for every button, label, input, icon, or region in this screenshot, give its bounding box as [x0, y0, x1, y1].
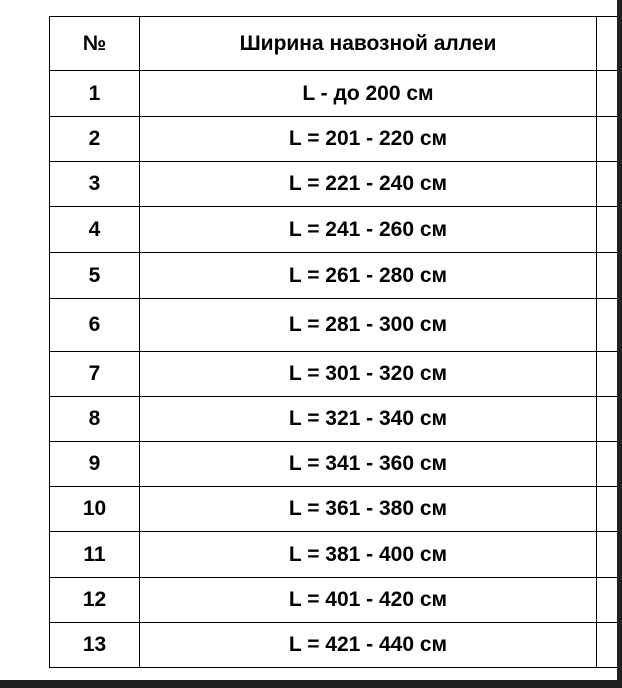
- row-extra-cell: [597, 442, 618, 487]
- table-row: [50, 442, 618, 487]
- row-extra-cell: [597, 487, 618, 532]
- row-width: L = 221 - 240 см: [140, 162, 597, 207]
- row-width: L = 241 - 260 см: [140, 207, 597, 253]
- row-extra-cell: [597, 207, 618, 253]
- row-extra-cell: [597, 578, 618, 623]
- header-num: №: [50, 17, 140, 71]
- table-row: [50, 207, 618, 253]
- row-num: 6: [50, 299, 140, 352]
- header-extra-cell: [597, 17, 618, 71]
- table-row: [50, 352, 618, 397]
- row-width: L = 421 - 440 см: [140, 623, 597, 668]
- table-row: [50, 623, 618, 668]
- table-row: [50, 117, 618, 162]
- row-extra-cell: [597, 299, 618, 352]
- row-width: L = 341 - 360 см: [140, 442, 597, 487]
- row-extra-cell: [597, 253, 618, 299]
- row-extra-cell: [597, 162, 618, 207]
- row-extra-cell: [597, 397, 618, 442]
- table-row: [50, 162, 618, 207]
- table-row: [50, 299, 618, 352]
- row-extra-cell: [597, 117, 618, 162]
- row-num: 12: [50, 578, 140, 623]
- row-extra-cell: [597, 71, 618, 117]
- row-width: L = 281 - 300 см: [140, 299, 597, 352]
- row-width: L = 201 - 220 см: [140, 117, 597, 162]
- row-width: L = 361 - 380 см: [140, 487, 597, 532]
- row-num: 1: [50, 71, 140, 117]
- row-num: 5: [50, 253, 140, 299]
- row-num: 13: [50, 623, 140, 668]
- table-row: [50, 487, 618, 532]
- row-num: 3: [50, 162, 140, 207]
- row-width: L = 381 - 400 см: [140, 532, 597, 578]
- manure-alley-width-table: [49, 16, 617, 668]
- row-width: L = 401 - 420 см: [140, 578, 597, 623]
- table-row: [50, 532, 618, 578]
- row-num: 10: [50, 487, 140, 532]
- table-row: [50, 397, 618, 442]
- table-row: [50, 578, 618, 623]
- header-width: Ширина навозной аллеи: [140, 17, 597, 71]
- row-width: L - до 200 см: [140, 71, 597, 117]
- row-width: L = 321 - 340 см: [140, 397, 597, 442]
- row-num: 4: [50, 207, 140, 253]
- row-num: 11: [50, 532, 140, 578]
- table-header-row: [50, 17, 618, 71]
- row-extra-cell: [597, 623, 618, 668]
- row-num: 8: [50, 397, 140, 442]
- row-extra-cell: [597, 352, 618, 397]
- row-extra-cell: [597, 532, 618, 578]
- row-num: 9: [50, 442, 140, 487]
- row-num: 2: [50, 117, 140, 162]
- row-width: L = 301 - 320 см: [140, 352, 597, 397]
- row-width: L = 261 - 280 см: [140, 253, 597, 299]
- table-row: [50, 253, 618, 299]
- table-row: [50, 71, 618, 117]
- row-num: 7: [50, 352, 140, 397]
